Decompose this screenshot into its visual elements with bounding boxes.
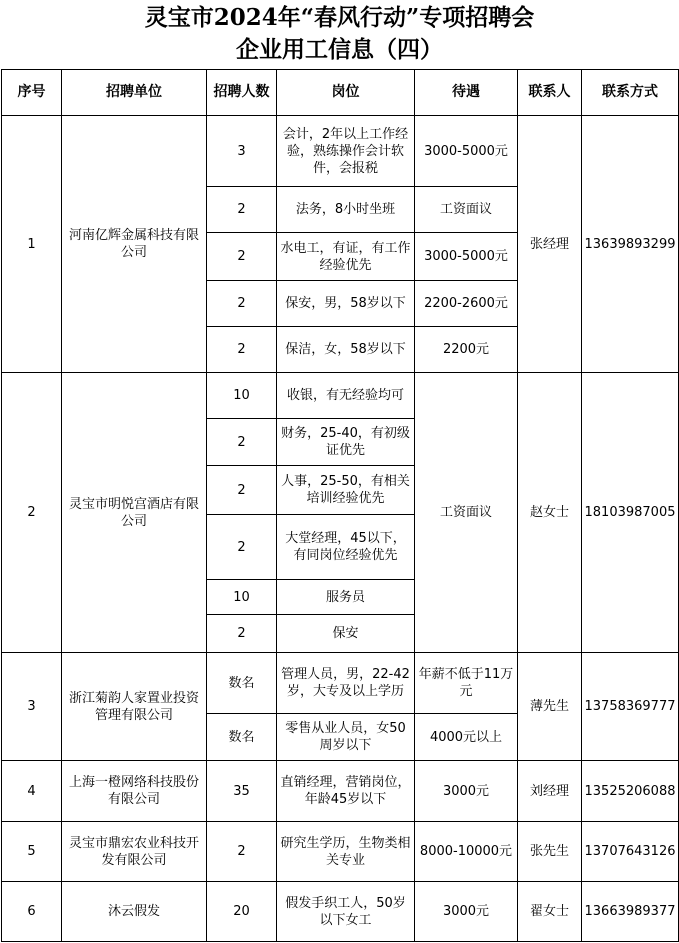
company-name: 浙江菊韵人家置业投资管理有限公司	[62, 653, 207, 761]
table-row	[2, 373, 679, 419]
contact-phone: 13707643126	[582, 822, 679, 882]
job-count: 10	[207, 373, 277, 419]
job-position: 财务，25-40，有初级证优先	[277, 419, 415, 466]
contact-phone: 13758369777	[582, 653, 679, 761]
job-salary: 8000-10000元	[415, 822, 518, 882]
header-salary: 待遇	[415, 70, 518, 116]
contact-phone: 18103987005	[582, 373, 679, 653]
job-position: 保安	[277, 615, 415, 653]
company-name: 灵宝市鼎宏农业科技开发有限公司	[62, 822, 207, 882]
contact-person: 张经理	[518, 116, 582, 373]
company-name: 灵宝市明悦宫酒店有限公司	[62, 373, 207, 653]
job-position: 收银，有无经验均可	[277, 373, 415, 419]
job-position: 直销经理，营销岗位，年龄45岁以下	[277, 761, 415, 822]
job-count: 3	[207, 116, 277, 187]
table-row	[2, 653, 679, 714]
job-position: 零售从业人员，女50周岁以下	[277, 714, 415, 761]
job-salary: 3000元	[415, 882, 518, 942]
job-salary: 2200-2600元	[415, 281, 518, 327]
job-count: 2	[207, 822, 277, 882]
company-no: 1	[2, 116, 62, 373]
contact-person: 刘经理	[518, 761, 582, 822]
job-count: 数名	[207, 653, 277, 714]
company-name: 上海一橙网络科技股份有限公司	[62, 761, 207, 822]
job-position: 会计，2年以上工作经验，熟练操作会计软件，会报税	[277, 116, 415, 187]
contact-person: 赵女士	[518, 373, 582, 653]
company-name: 沐云假发	[62, 882, 207, 942]
table-row	[2, 822, 679, 882]
job-count: 20	[207, 882, 277, 942]
job-count: 2	[207, 419, 277, 466]
table-row	[2, 761, 679, 822]
company-no: 6	[2, 882, 62, 942]
job-salary: 工资面议	[415, 373, 518, 653]
job-salary: 2200元	[415, 327, 518, 373]
contact-person: 翟女士	[518, 882, 582, 942]
job-position: 管理人员，男，22-42岁，大专及以上学历	[277, 653, 415, 714]
page-title: 灵宝市2024年“春风行动”专项招聘会	[144, 4, 535, 31]
job-position: 水电工，有证，有工作经验优先	[277, 233, 415, 281]
job-position: 服务员	[277, 580, 415, 615]
company-no: 2	[2, 373, 62, 653]
job-salary: 3000-5000元	[415, 116, 518, 187]
table-row	[2, 882, 679, 942]
job-count: 2	[207, 515, 277, 580]
job-position: 假发手织工人，50岁以下女工	[277, 882, 415, 942]
company-no: 3	[2, 653, 62, 761]
job-salary: 年薪不低于11万元	[415, 653, 518, 714]
contact-person: 张先生	[518, 822, 582, 882]
job-count: 35	[207, 761, 277, 822]
header-contact: 联系人	[518, 70, 582, 116]
contact-person: 薄先生	[518, 653, 582, 761]
company-no: 4	[2, 761, 62, 822]
job-salary: 工资面议	[415, 187, 518, 233]
job-position: 法务，8小时坐班	[277, 187, 415, 233]
job-position: 保安，男，58岁以下	[277, 281, 415, 327]
contact-phone: 13639893299	[582, 116, 679, 373]
job-salary: 4000元以上	[415, 714, 518, 761]
job-count: 2	[207, 233, 277, 281]
page-subtitle: 企业用工信息（四）	[236, 36, 443, 63]
job-salary: 3000元	[415, 761, 518, 822]
header-no: 序号	[2, 70, 62, 116]
job-position: 大堂经理，45以下，有同岗位经验优先	[277, 515, 415, 580]
header-phone: 联系方式	[582, 70, 679, 116]
contact-phone: 13525206088	[582, 761, 679, 822]
job-position: 保洁，女，58岁以下	[277, 327, 415, 373]
header-row	[2, 70, 679, 116]
header-company: 招聘单位	[62, 70, 207, 116]
company-no: 5	[2, 822, 62, 882]
recruitment-table	[1, 69, 679, 942]
contact-phone: 13663989377	[582, 882, 679, 942]
table-row	[2, 116, 679, 187]
job-count: 10	[207, 580, 277, 615]
job-salary: 3000-5000元	[415, 233, 518, 281]
company-name: 河南亿辉金属科技有限公司	[62, 116, 207, 373]
job-position: 人事，25-50，有相关培训经验优先	[277, 466, 415, 515]
job-count: 2	[207, 466, 277, 515]
header-count: 招聘人数	[207, 70, 277, 116]
job-count: 2	[207, 281, 277, 327]
header-position: 岗位	[277, 70, 415, 116]
job-count: 2	[207, 615, 277, 653]
job-count: 2	[207, 327, 277, 373]
job-position: 研究生学历，生物类相关专业	[277, 822, 415, 882]
job-count: 数名	[207, 714, 277, 761]
job-count: 2	[207, 187, 277, 233]
